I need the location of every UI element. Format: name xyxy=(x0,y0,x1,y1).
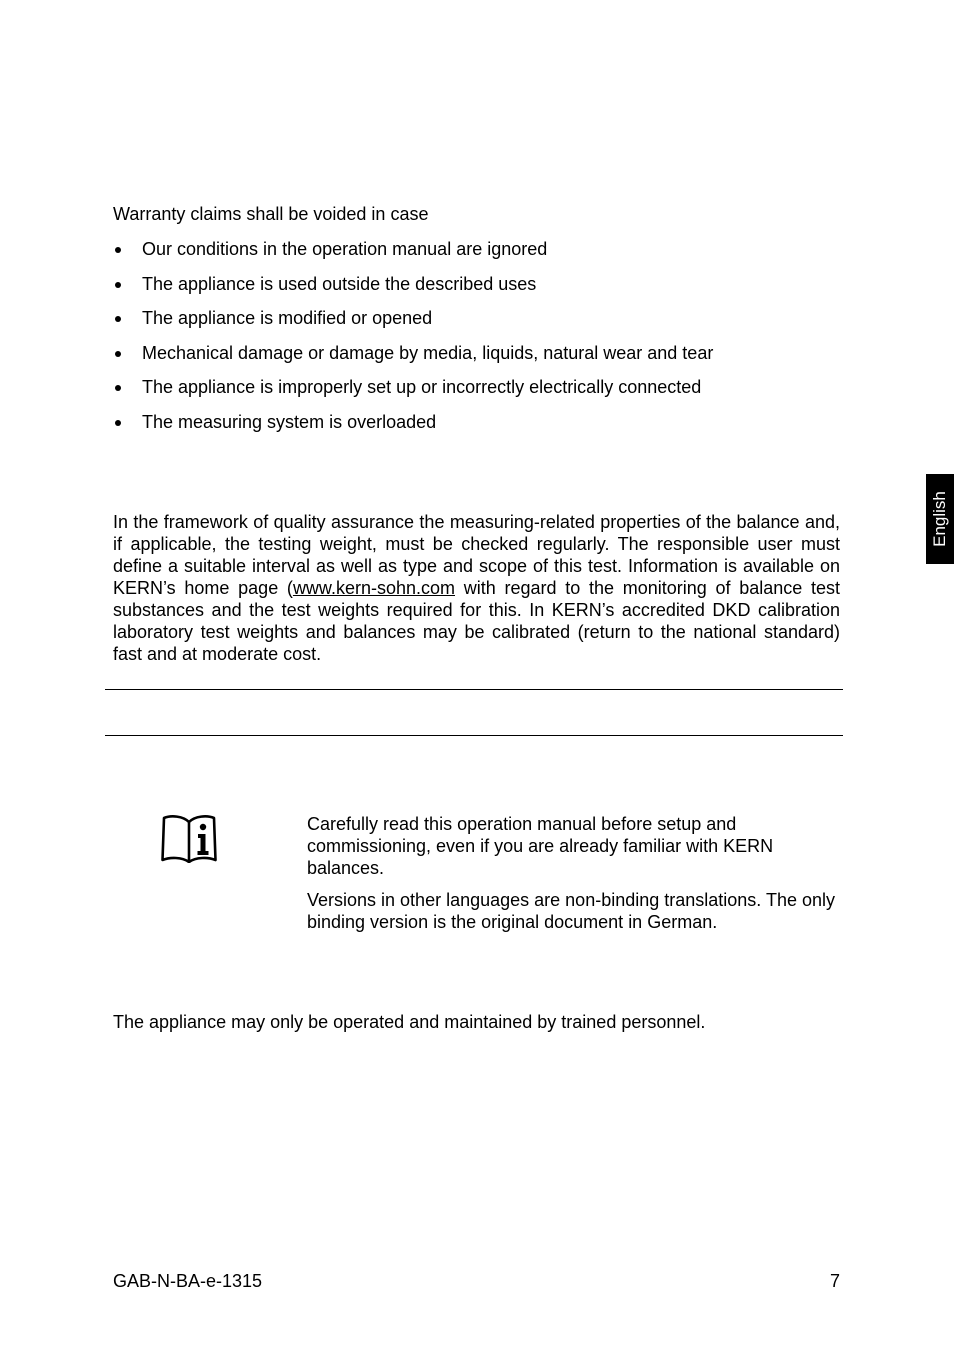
kern-website-link[interactable]: www.kern-sohn.com xyxy=(292,578,455,598)
divider xyxy=(105,689,843,690)
list-item-text: The measuring system is overloaded xyxy=(142,411,437,432)
list-item-text: The appliance is improperly set up or incorrectly electrically connected xyxy=(142,377,702,398)
warranty-conditions-list xyxy=(113,238,840,446)
language-tab xyxy=(926,474,954,564)
list-item-text: The appliance is used outside the described uses xyxy=(142,273,537,294)
note-read-manual: Carefully read this operation manual before setup and commissioning, even if you are already familiar with KERN balances. xyxy=(307,814,774,878)
document-id: GAB-N-BA-e-1315 xyxy=(113,1271,263,1291)
list-item xyxy=(113,411,840,433)
list-item-text: Mechanical damage or damage by media, liquids, natural wear and tear xyxy=(142,342,714,363)
personnel-paragraph: The appliance may only be operated and maintained by trained personnel. xyxy=(113,1012,706,1032)
bullet-icon xyxy=(115,385,121,391)
monitoring-text-before: In the framework of quality assurance the measuring-related properties of the balance and, if applicable, the testing weight, must be checked regularly. The responsible user must define a suitable interval as well as type and scope of this test. Information is available on KERN’s home page ( xyxy=(113,512,840,598)
monitoring-paragraph xyxy=(113,511,840,665)
list-item-text: The appliance is modified or opened xyxy=(142,308,433,329)
monitoring-text-after: with regard to the monitoring of balance test substances and the test weights required for this. In KERN’s accredited DKD calibration laboratory test weights and balances may be calibrated (return to the national standard) fast and at moderate cost. xyxy=(113,578,841,664)
note-translations: Versions in other languages are non-binding translations. The only binding version is the original document in German. xyxy=(307,890,836,932)
list-item xyxy=(113,307,840,329)
bullet-icon xyxy=(115,247,121,253)
list-item xyxy=(113,273,840,295)
bullet-icon xyxy=(115,420,121,426)
warranty-intro: Warranty claims shall be voided in case xyxy=(113,204,429,224)
list-item xyxy=(113,342,840,364)
manual-info-icon xyxy=(161,813,217,863)
bullet-icon xyxy=(115,282,121,288)
list-item xyxy=(113,238,840,260)
list-item xyxy=(113,376,840,398)
list-item-text: Our conditions in the operation manual are ignored xyxy=(142,239,548,259)
page-number: 7 xyxy=(829,1271,840,1291)
divider xyxy=(105,735,843,736)
bullet-icon xyxy=(115,351,121,357)
language-tab-label: English xyxy=(930,491,949,547)
bullet-icon xyxy=(115,316,121,322)
